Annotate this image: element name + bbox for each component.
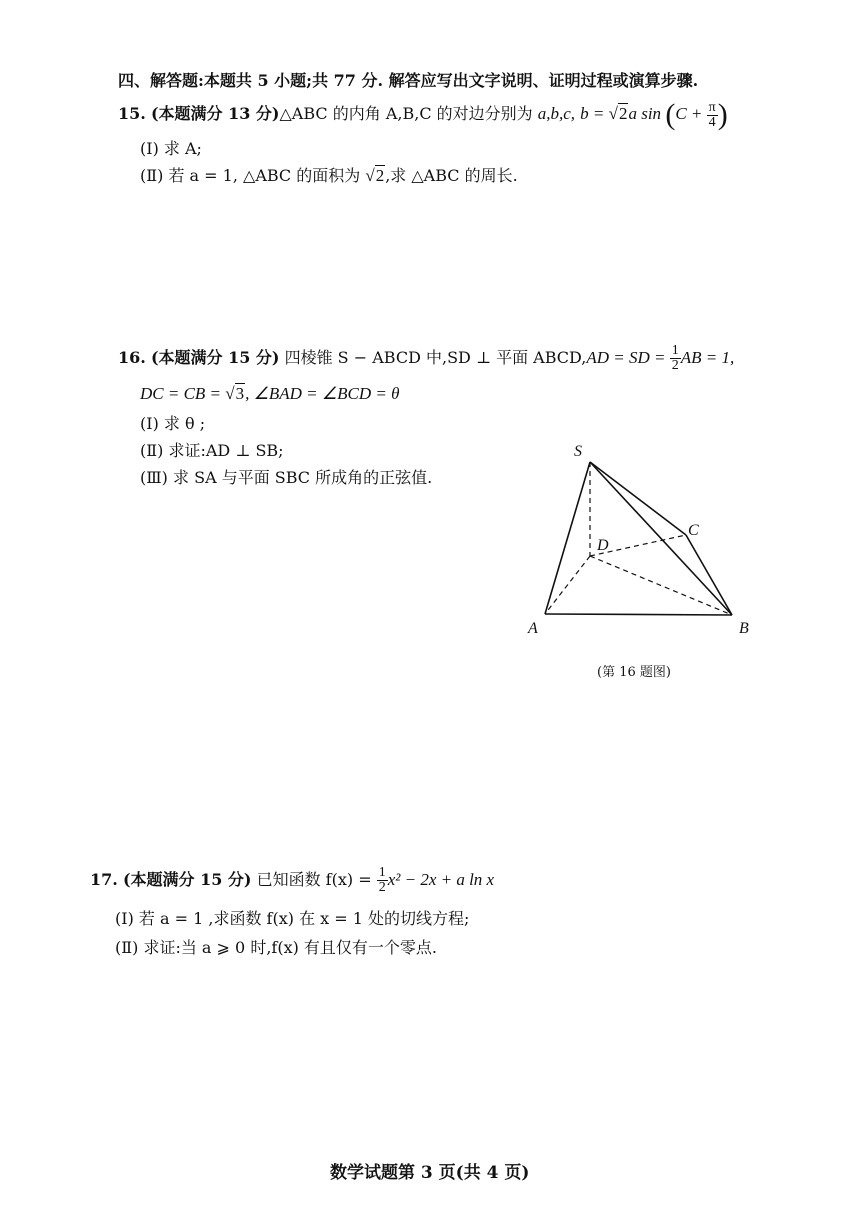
question-15-number: 15. <box>118 103 146 123</box>
fraction-one-half: $\frac{1}{2}$ <box>378 865 386 895</box>
question-16-number: 16. <box>118 348 146 367</box>
question-15-points: (本题满分 13 分) <box>150 103 280 123</box>
edge-sc <box>590 462 686 535</box>
sqrt-2: √2 <box>608 103 628 123</box>
question-15-stem <box>118 100 728 130</box>
edge-sb <box>590 462 732 615</box>
page-footer: 数学试题第 3 页(共 4 页) <box>330 1163 530 1183</box>
question-17-stem-text: 已知函数 f(x) = <box>256 870 377 889</box>
part-label: (Ⅰ) <box>140 139 159 158</box>
question-17-function: x² − 2x + a ln x <box>387 870 495 889</box>
question-15-part-2 <box>140 163 518 186</box>
question-16-line-2 <box>140 384 399 404</box>
question-16-stem <box>118 344 734 373</box>
vertex-label-a: A <box>528 620 538 637</box>
edge-db <box>590 556 732 615</box>
vertex-label-d: D <box>597 537 609 554</box>
part-text: 若 a = 1, △ABC 的面积为 <box>168 166 361 185</box>
question-16-part-2 <box>140 438 284 461</box>
pyramid-figure <box>510 430 770 650</box>
edge-ab <box>545 614 732 615</box>
part-label: (Ⅲ) <box>140 468 168 487</box>
equation-angles: , ∠BAD = ∠BCD = θ <box>245 384 400 403</box>
part-text-end: ,求 △ABC 的周长. <box>385 166 518 185</box>
question-16-part-3 <box>140 465 432 488</box>
sqrt-3: √3 <box>225 384 245 403</box>
equation-dc-cb: DC = CB = <box>140 384 226 403</box>
part-text: 求证:当 a ⩾ 0 时,f(x) 有且仅有一个零点. <box>143 938 438 957</box>
question-16-part-1 <box>140 411 205 434</box>
part-label: (Ⅰ) <box>140 414 159 433</box>
edge-cb <box>686 535 732 615</box>
question-15-stem-text: △ABC 的内角 A,B,C 的对边分别为 <box>279 103 533 123</box>
question-15-vars: a,b,c, <box>537 103 576 123</box>
fraction-one-half: $\frac{1}{2}$ <box>671 343 679 373</box>
part-label: (Ⅰ) <box>115 909 134 928</box>
question-17-part-1 <box>115 906 469 929</box>
vertex-label-b: B <box>739 620 749 637</box>
formula-sin: a sin <box>628 103 662 123</box>
part-text: 若 a = 1 ,求函数 f(x) 在 x = 1 处的切线方程; <box>138 909 470 928</box>
question-16-equation-end: AB = 1, <box>680 348 735 367</box>
part-text: 求证:AD ⊥ SB; <box>168 441 284 460</box>
part-text: 求 θ ; <box>163 414 206 433</box>
question-17-part-2 <box>115 935 437 958</box>
question-16-stem-text: 四棱锥 S − ABCD 中,SD ⊥ 平面 ABCD, <box>284 348 587 367</box>
question-17-points: (本题满分 15 分) <box>122 870 252 889</box>
question-17-stem <box>90 866 494 895</box>
question-17-number: 17. <box>90 870 118 889</box>
question-15-part-1 <box>140 136 202 159</box>
question-16-points: (本题满分 15 分) <box>150 348 280 367</box>
part-label: (Ⅱ) <box>140 441 164 460</box>
part-label: (Ⅱ) <box>115 938 139 957</box>
part-label: (Ⅱ) <box>140 166 164 185</box>
part-text: 求 SA 与平面 SBC 所成角的正弦值. <box>173 468 433 487</box>
figure-caption: (第 16 题图) <box>597 665 671 680</box>
sqrt-2: √2 <box>365 166 385 185</box>
edge-sa <box>545 462 590 614</box>
formula-lhs: b = <box>580 103 609 123</box>
question-16-equation: AD = SD = <box>586 348 670 367</box>
question-15-formula: b = √2a sin (C + $\frac{\pi}{4}$ ) <box>580 98 728 131</box>
edge-ad <box>545 556 590 614</box>
part-text: 求 A; <box>163 139 202 158</box>
section-header: 四、解答题:本题共 5 小题;共 77 分. 解答应写出文字说明、证明过程或演算步骤. <box>118 71 699 90</box>
formula-c: C + <box>675 103 707 123</box>
vertex-label-s: S <box>574 443 582 460</box>
vertex-label-c: C <box>688 522 699 539</box>
fraction-pi-over-4: $\frac{\pi}{4}$ <box>708 99 716 130</box>
